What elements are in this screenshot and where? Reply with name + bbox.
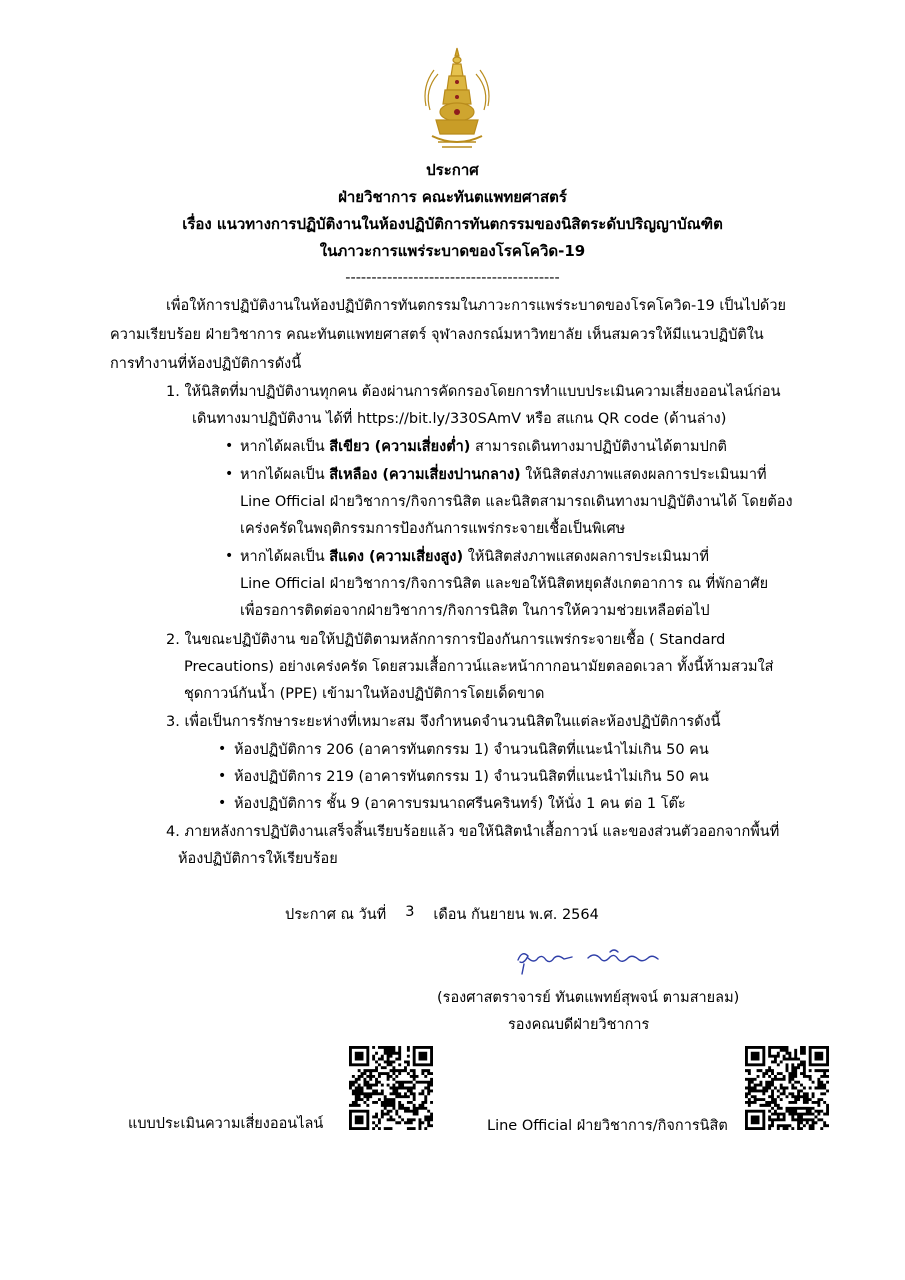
intro-line-1: เพื่อให้การปฏิบัติงานในห้องปฏิบัติการทันตกรรมในภาวะการแพร่ระบาดของโรคโควิด-19 เป็นไปด้วย (166, 298, 786, 314)
bullet-icon: • (218, 768, 227, 784)
announce-date-prefix: ประกาศ ณ วันที่ (285, 907, 387, 923)
result-yellow-line-2: Line Official ฝ่ายวิชาการ/กิจการนิสิต และนิสิตสามารถเดินทางมาปฏิบัติงานได้ โดยต้อง (240, 494, 793, 510)
intro-line-2: ความเรียบร้อย ฝ่ายวิชาการ คณะทันตแพทยศาสตร์ จุฬาลงกรณ์มหาวิทยาลัย เห็นสมควรให้มีแนวปฏิบัติใน (110, 327, 764, 343)
room-item: ห้องปฏิบัติการ ชั้น 9 (อาคารบรมนาถศรีนครินทร์) ให้นั่ง 1 คน ต่อ 1 โต๊ะ (234, 796, 686, 812)
result-red-prefix: หากได้ผลเป็น (240, 549, 330, 565)
room-item: ห้องปฏิบัติการ 219 (อาคารทันตกรรม 1) จำนวนนิสิตที่แนะนำไม่เกิน 50 คน (234, 769, 709, 785)
bullet-icon: • (225, 466, 234, 482)
result-red (240, 547, 709, 567)
bullet-icon: • (218, 795, 227, 811)
announce-day: 3 (405, 904, 415, 920)
bullet-icon: • (225, 438, 234, 454)
result-yellow (240, 465, 767, 485)
item-2-line-2: Precautions) อย่างเคร่งครัด โดยสวมเสื้อกาวน์และหน้ากากอนามัยตลอดเวลา ทั้งนี้ห้ามสวมใส่ (184, 659, 774, 675)
qr-code-line-official-icon[interactable] (744, 1046, 830, 1130)
result-red-label: สีแดง (ความเสี่ยงสูง) (329, 549, 464, 565)
item-4-line-1: 4. ภายหลังการปฏิบัติงานเสร็จสิ้นเรียบร้อยแล้ว ขอให้นิสิตนำเสื้อกาวน์ และของส่วนตัวออกจากพื้นที่ (166, 824, 780, 840)
intro-line-3: การทำงานที่ห้องปฏิบัติการดังนี้ (110, 356, 302, 372)
item-2-line-3: ชุดกาวน์กันน้ำ (PPE) เข้ามาในห้องปฏิบัติการโดยเด็ดขาด (184, 686, 545, 702)
header-separator: ----------------------------------------- (345, 270, 560, 286)
result-green (240, 437, 727, 457)
item-1-line-2: เดินทางมาปฏิบัติงาน ได้ที่ https://bit.ly/330SAmV หรือ สแกน QR code (ด้านล่าง) (192, 411, 727, 427)
result-red-line-2: Line Official ฝ่ายวิชาการ/กิจการนิสิต และขอให้นิสิตหยุดสังเกตอาการ ณ ที่พักอาศัย (240, 576, 769, 592)
signer-position: รองคณบดีฝ่ายวิชาการ (508, 1017, 650, 1033)
result-green-prefix: หากได้ผลเป็น (240, 439, 330, 455)
bullet-icon: • (218, 741, 227, 757)
header-subject-cont: ในภาวะการแพร่ระบาดของโรคโควิด-19 (319, 242, 586, 260)
room-item: ห้องปฏิบัติการ 206 (อาคารทันตกรรม 1) จำนวนนิสิตที่แนะนำไม่เกิน 50 คน (234, 742, 709, 758)
header-subject: เรื่อง แนวทางการปฏิบัติงานในห้องปฏิบัติการทันตกรรมของนิสิตระดับปริญญาบัณฑิต (182, 215, 723, 233)
item-2-line-1: 2. ในขณะปฏิบัติงาน ขอให้ปฏิบัติตามหลักการการป้องกันการแพร่กระจายเชื้อ ( Standard (166, 632, 726, 648)
qr-line-official-label: Line Official ฝ่ายวิชาการ/กิจการนิสิต (487, 1118, 728, 1134)
bullet-icon: • (225, 548, 234, 564)
item-3-line-1: 3. เพื่อเป็นการรักษาระยะห่างที่เหมาะสม จึงกำหนดจำนวนนิสิตในแต่ละห้องปฏิบัติการดังนี้ (166, 714, 721, 730)
item-1-line-1: 1. ให้นิสิตที่มาปฏิบัติงานทุกคน ต้องผ่านการคัดกรองโดยการทำแบบประเมินความเสี่ยงออนไลน์ก่อน (166, 384, 781, 400)
result-red-line-3: เพื่อรอการติดต่อจากฝ่ายวิชาการ/กิจการนิสิต ในการให้ความช่วยเหลือต่อไป (240, 603, 710, 619)
qr-code-assessment-icon[interactable] (347, 1046, 435, 1130)
header-announcement: ประกาศ (426, 161, 479, 179)
result-red-text: ให้นิสิตส่งภาพแสดงผลการประเมินมาที่ (463, 549, 709, 565)
result-green-text: สามารถเดินทางมาปฏิบัติงานได้ตามปกติ (470, 439, 727, 455)
handwritten-signature (514, 946, 664, 976)
result-yellow-label: สีเหลือง (ความเสี่ยงปานกลาง) (329, 467, 521, 483)
result-yellow-prefix: หากได้ผลเป็น (240, 467, 330, 483)
result-yellow-text: ให้นิสิตส่งภาพแสดงผลการประเมินมาที่ (520, 467, 767, 483)
announce-month-year: เดือน กันยายน พ.ศ. 2564 (433, 907, 599, 923)
result-green-label: สีเขียว (ความเสี่ยงต่ำ) (329, 439, 471, 455)
result-yellow-line-3: เคร่งครัดในพฤติกรรมการป้องกันการแพร่กระจายเชื้อเป็นพิเศษ (240, 521, 626, 537)
item-4-line-2: ห้องปฏิบัติการให้เรียบร้อย (178, 851, 338, 867)
qr-assessment-label: แบบประเมินความเสี่ยงออนไลน์ (128, 1116, 324, 1132)
announce-date (285, 905, 599, 925)
header-department: ฝ่ายวิชาการ คณะทันตแพทยศาสตร์ (338, 188, 567, 206)
signer-name: (รองศาสตราจารย์ ทันตแพทย์สุพจน์ ตามสายลม) (437, 990, 740, 1006)
university-seal-logo (418, 46, 496, 154)
